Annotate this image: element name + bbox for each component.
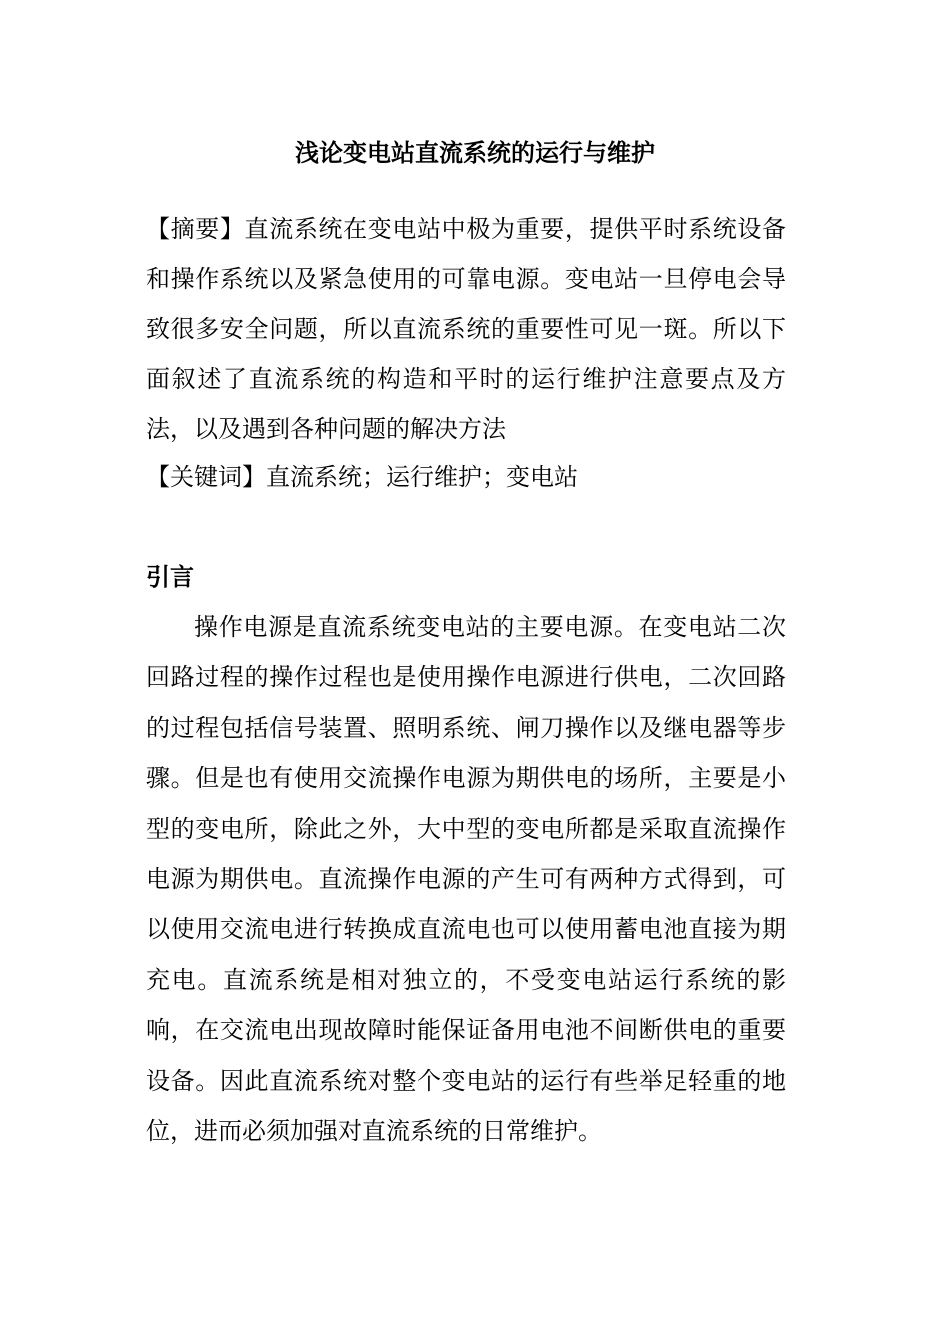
section-heading-introduction: 引言: [146, 562, 194, 591]
document-title: 浅论变电站直流系统的运行与维护: [295, 138, 655, 167]
abstract-paragraph: 【摘要】直流系统在变电站中极为重要，提供平时系统设备和操作系统以及紧急使用的可靠电源。变电站一旦停电会导致很多安全问题，所以直流系统的重要性可见一斑。所以下面叙述了直流系统的构造和平时的运行维护注意要点及方法，以及遇到各种问题的解决方法: [146, 215, 786, 443]
keywords-line: 【关键词】直流系统；运行维护；变电站: [146, 463, 578, 491]
introduction-paragraph: 操作电源是直流系统变电站的主要电源。在变电站二次回路过程的操作过程也是使用操作电源进行供电，二次回路的过程包括信号装置、照明系统、闸刀操作以及继电器等步骤。但是也有使用交流操作电源为期供电的场所，主要是小型的变电所，除此之外，大中型的变电所都是采取直流操作电源为期供电。直流操作电源的产生可有两种方式得到，可以使用交流电进行转换成直流电也可以使用蓄电池直接为期充电。直流系统是相对独立的，不受变电站运行系统的影响，在交流电出现故障时能保证备用电池不间断供电的重要设备。因此直流系统对整个变电站的运行有些举足轻重的地位，进而必须加强对直流系统的日常维护。: [146, 613, 786, 1146]
